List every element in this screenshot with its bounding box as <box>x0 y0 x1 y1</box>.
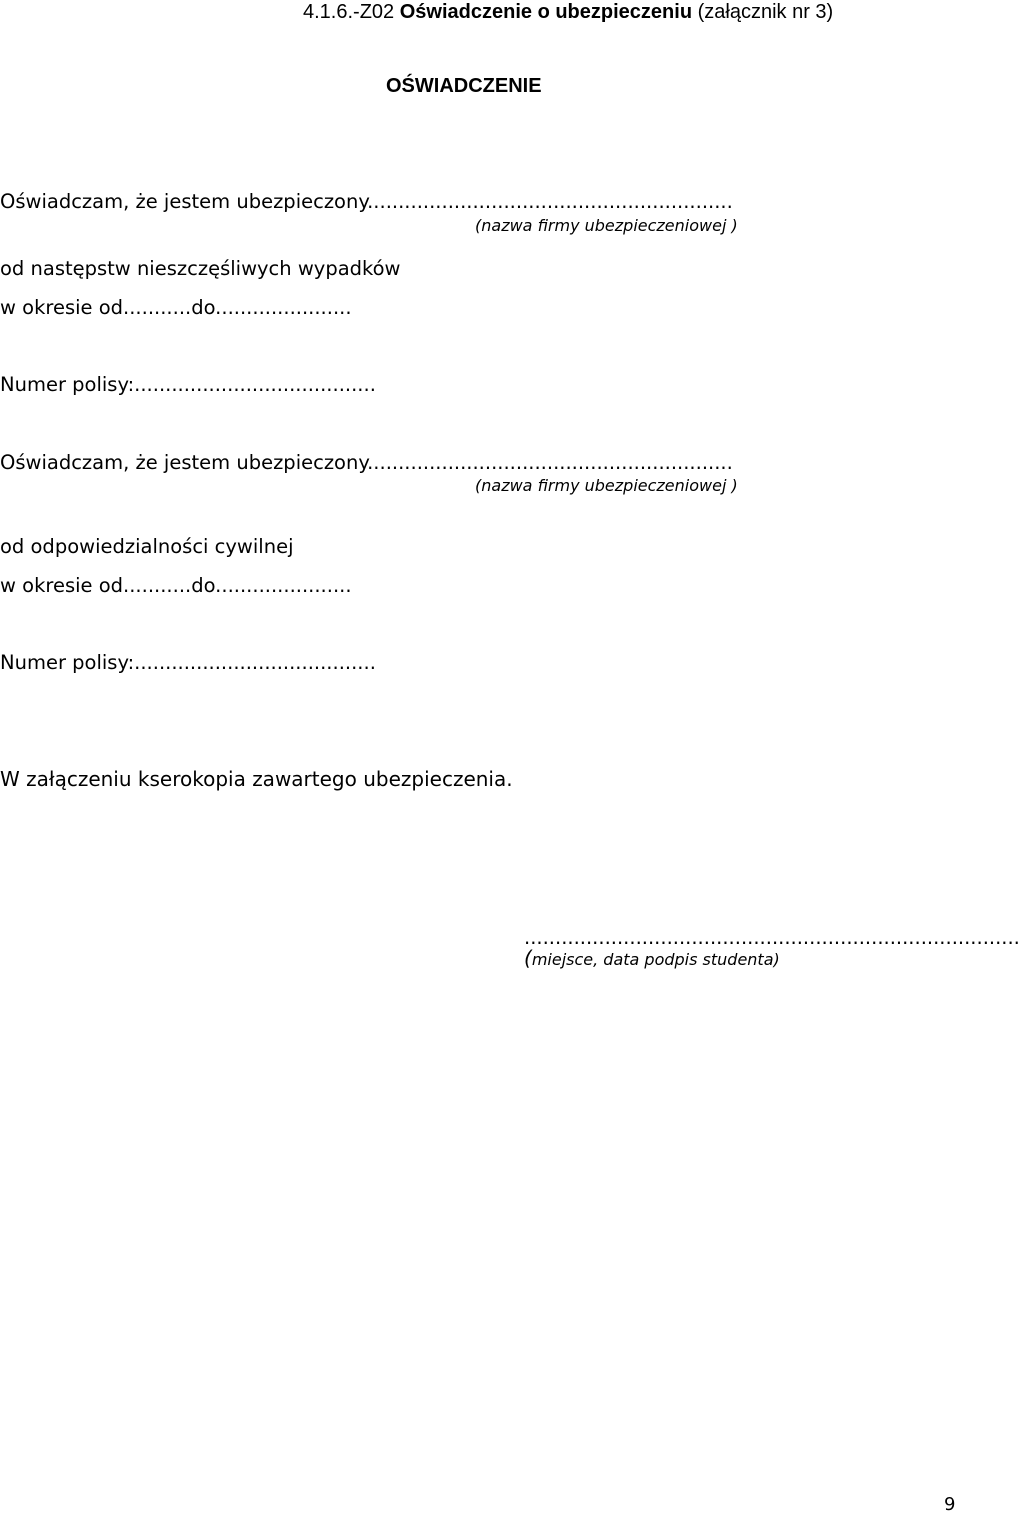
section2-period: w okresie od...........do...................... <box>0 574 352 597</box>
section2-declaration: Oświadczam, że jestem ubezpieczony........................................................... <box>0 451 733 474</box>
header-suffix: (załącznik nr 3) <box>697 1 834 23</box>
document-title: OŚWIADCZENIE <box>386 75 542 97</box>
signature-line: ................................................................................ <box>524 926 1020 949</box>
section2-policy-number: Numer polisy:....................................... <box>0 651 376 674</box>
section1-period: w okresie od...........do...................... <box>0 296 352 319</box>
signature-caption-text: miejsce, data podpis studenta) <box>531 950 780 969</box>
page-number: 9 <box>944 1494 956 1515</box>
section1-subject: od następstw nieszczęśliwych wypadków <box>0 257 401 280</box>
header-title: Oświadczenie o ubezpieczeniu <box>399 1 693 23</box>
header-code: 4.1.6.-Z02 <box>303 1 395 23</box>
section1-policy-number: Numer polisy:....................................... <box>0 373 376 396</box>
signature-open-paren: ( <box>524 946 532 970</box>
attachment-note: W załączeniu kserokopia zawartego ubezpieczenia. <box>0 767 513 791</box>
signature-caption <box>524 948 780 970</box>
section1-insurer-note: (nazwa firmy ubezpieczeniowej ) <box>475 216 738 235</box>
document-header <box>303 0 833 24</box>
section1-declaration: Oświadczam, że jestem ubezpieczony........................................................... <box>0 190 733 213</box>
section2-subject: od odpowiedzialności cywilnej <box>0 535 294 558</box>
section2-insurer-note: (nazwa firmy ubezpieczeniowej ) <box>475 476 738 495</box>
